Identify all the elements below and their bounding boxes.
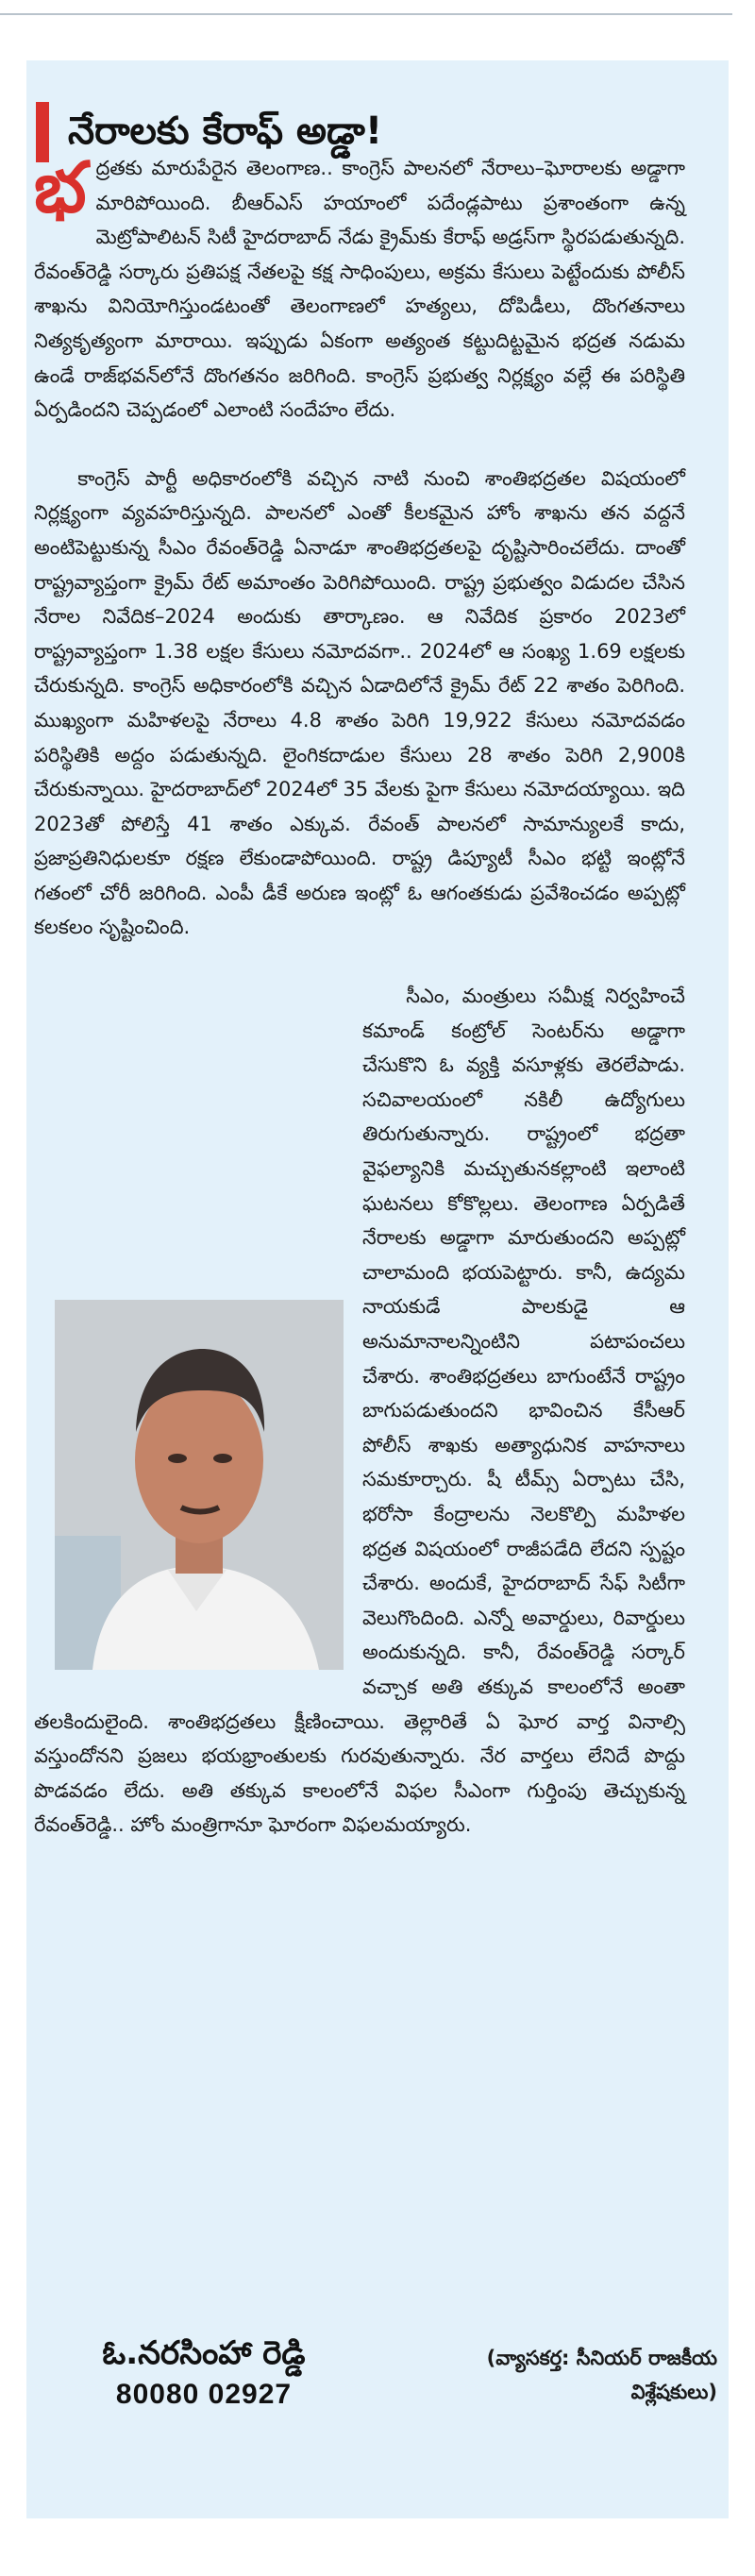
paragraph-1 (34, 147, 685, 428)
paragraph-3: సీఎం, మంత్రులు సమీక్ష నిర్వహించే కమాండ్ కంట్రోల్ సెంటర్‌ను అడ్డాగా చేసుకొని ఓ వ్యక్తి వసూళ్లకు తెరలేపాడు. సచివాలయంలో నకిలీ ఉద్యోగులు తిరుగుతున్నారు. రాష్ట్రంలో భద్రతా వైఫల్యానికి మచ్చుతునకల్లాంటి ఇలాంటి ఘటనలు కోకొల్లలు. తెలంగాణ ఏర్పడితే నేరాలకు అడ్డాగా మారుతుందని అప్పట్లో చాలామంది భయపెట్టారు. కానీ, ఉద్యమ నాయకుడే పాలకుడై ఆ అనుమానాలన్నింటిని పటాపంచలు చేశారు. శాంతిభద్రతలు బాగుంటేనే రాష్ట్రం బాగుపడుతుందని భావించిన కేసీఆర్ పోలీస్ శాఖకు అత్యాధునిక వాహనాలు సమకూర్చారు. షీ టీమ్స్ ఏర్పాటు చేసి, భరోసా కేంద్రాలను నెలకొల్పి మహిళల భద్రత విషయంలో రాజీపడేది లేదని స్పష్టం చేశారు. అందుకే, హైదరాబాద్ సేఫ్ సిటీగా వెలుగొందింది. ఎన్నో అవార్డులు, రివార్డులు అందుకున్నది. కానీ, రేవంత్‌రెడ్డి సర్కార్ వచ్చాక అతి తక్కువ కాలంలోనే అంతా తలకిందులైంది. శాంతిభద్రతలు క్షీణించాయి. తెల్లారితే ఏ ఘోర వార్త వినాల్సి వస్తుందోనని ప్రజలు భయభ్రాంతులకు గురవుతున్నారు. నేర వార్తలు లేనిదే పొద్దు పొడవడం లేదు. అతి తక్కువ కాలంలోనే విఫల సీఎంగా గుర్తింపు తెచ్చుకున్న రేవంత్‌రెడ్డి.. హోం మంత్రిగానూ ఘోరంగా విఫలమయ్యారు. (34, 985, 685, 1837)
author-portrait-illustration (55, 1300, 344, 1670)
article-body (34, 147, 685, 1843)
dropcap: భ (34, 147, 87, 228)
headline: నేరాలకు కేరాఫ్ అడ్డా! (68, 109, 383, 153)
paragraph-2: కాంగ్రెస్ పార్టీ అధికారంలోకి వచ్చిన నాటి నుంచి శాంతిభద్రతల విషయంలో నిర్లక్ష్యంగా వ్యవహరిస్తున్నది. పాలనలో ఎంతో కీలకమైన హోం శాఖను తన వద్దనే అంటిపెట్టుకున్న సీఎం రేవంత్‌రెడ్డి ఏనాడూ శాంతిభద్రతలపై దృష్టిసారించలేదు. దాంతో రాష్ట్రవ్యాప్తంగా క్రైమ్ రేట్ అమాంతం పెరిగిపోయింది. రాష్ట్ర ప్రభుత్వం విడుదల చేసిన నేరాల నివేదిక–2024 అందుకు తార్కాణం. ఆ నివేదిక ప్రకారం 2023లో రాష్ట్రవ్యాప్తంగా 1.38 లక్షల కేసులు నమోదవగా.. 2024లో ఆ సంఖ్య 1.69 లక్షలకు చేరుకున్నది. కాంగ్రెస్ అధికారంలోకి వచ్చిన ఏడాదిలోనే క్రైమ్ రేట్ 22 శాతం పెరిగింది. ముఖ్యంగా మహిళలపై నేరాలు 4.8 శాతం పెరిగి 19,922 కేసులు నమోదవడం పరిస్థితికి అద్దం పడుతున్నది. లైంగికదాడుల కేసులు 28 శాతం పెరిగి 2,900కి చేరుకున్నాయి. హైదరాబాద్‌లో 2024లో 35 వేలకు పైగా కేసులు నమోదయ్యాయి. ఇది 2023తో పోలిస్తే 41 శాతం ఎక్కువ. రేవంత్ పాలనలో సామాన్యులకే కాదు, ప్రజాప్రతినిధులకూ రక్షణ లేకుండాపోయింది. రాష్ట్ర డిప్యూటీ సీఎం భట్టి ఇంట్లోనే గతంలో చోరీ జరిగింది. ఎంపీ డీకే అరుణ ఇంట్లో ఓ ఆగంతకుడు ప్రవేశించడం అప్పట్లో కలకలం సృష్టించింది. (34, 466, 685, 939)
top-rule (0, 13, 732, 15)
author-photo-slot (34, 1300, 345, 1672)
author-designation: (వ్యాసకర్త: సీనియర్ రాజకీయ విశ్లేషకులు) (486, 2347, 717, 2403)
author-phone: 80080 02927 (115, 2379, 293, 2410)
paragraph-1-text: ద్రతకు మారుపేరైన తెలంగాణ.. కాంగ్రెస్ పాలనలో నేరాలు–ఘోరాలకు అడ్డాగా మారిపోయింది. బీఆర్ఎస్ హయాంలో పదేండ్లపాటు ప్రశాంతంగా ఉన్న మెట్రోపాలిటన్ సిటీ హైదరాబాద్ నేడు క్రైమ్‌కు కేరాఫ్ అడ్రస్‌గా స్థిరపడుతున్నది. రేవంత్‌రెడ్డి సర్కారు ప్రతిపక్ష నేతలపై కక్ష సాధింపులు, అక్రమ కేసులు పెట్టేందుకు పోలీస్ శాఖను వినియోగిస్తుండటంతో తెలంగాణలో హత్యలు, దోపిడీలు, దొంగతనాలు నిత్యకృత్యంగా మారాయి. ఇప్పుడు ఏకంగా అత్యంత కట్టుదిట్టమైన భద్రత నడుమ ఉండే రాజ్‌భవన్‌లోనే దొంగతనం జరిగింది. కాంగ్రెస్ ప్రభుత్వ నిర్లక్ష్యం వల్లే ఈ పరిస్థితి ఏర్పడిందని చెప్పడంలో ఎలాంటి సందేహం లేదు. (34, 157, 685, 422)
author-byline (34, 2332, 374, 2415)
author-photo (55, 1300, 344, 1670)
author-name: ఓ.నరసింహా రెడ్డి (102, 2334, 306, 2372)
